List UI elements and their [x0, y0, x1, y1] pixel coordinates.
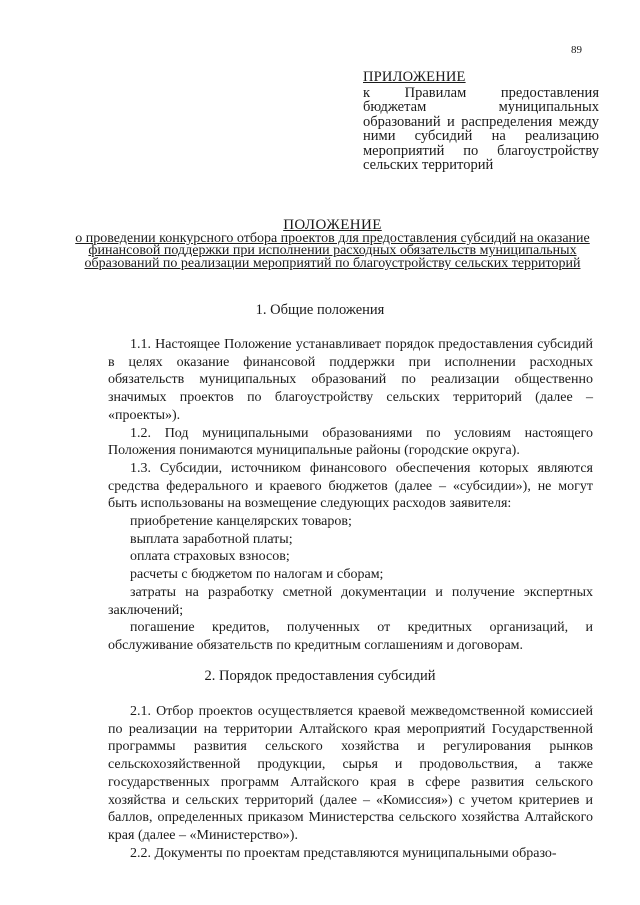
list-item: расчеты с бюджетом по налогам и сборам; — [130, 567, 384, 583]
list-item: затраты на разработку сметной документации и получение экспертных заключений; — [108, 584, 593, 618]
section-1-heading: 1. Общие положения — [255, 302, 385, 318]
section-2-body — [108, 703, 593, 862]
document-subtitle: о проведении конкурсного отбора проектов для предоставления субсидий на оказание финансовой поддержки при исполнении расходных обязательств муниципальных образований по реализации мероприятий по благоустройству сельских территорий — [75, 231, 590, 271]
page-number: 89 — [571, 44, 582, 56]
list-item: выплата заработной платы; — [130, 531, 293, 547]
document-heading: ПОЛОЖЕНИЕ — [283, 217, 382, 233]
appendix-text: к Правилам предоставления бюджетам муниципальных образований и распределения между ними субсидий на реализацию мероприятий по благоустройству сельских территорий — [363, 84, 599, 173]
section-1-body — [108, 336, 593, 655]
paragraph-2-2: 2.2. Документы по проектам представляются муниципальными образо- — [130, 845, 557, 861]
list-item: погашение кредитов, полученных от кредитных организаций, и обслуживание обязательств по кредитным соглашениям и договорам. — [108, 620, 593, 653]
appendix-block — [363, 70, 599, 173]
paragraph-1-1: 1.1. Настоящее Положение устанавливает порядок предоставления субсидий в целях оказание финансовой поддержки при исполнении расходных обязательств муниципальных образований по реализации общественно значимых проектов по благоустройству сельских территорий (далее – «проекты»). — [108, 337, 593, 423]
document-title — [60, 217, 605, 270]
list-item: оплата страховых взносов; — [130, 549, 290, 565]
paragraph-2-1: 2.1. Отбор проектов осуществляется краевой межведомственной комиссией по реализации на территории Алтайского края мероприятий Государственной программы развития сельского хозяйства и регулирования рынков сельскохозяйственной продукции, сырья и продовольствия, а также государственных программ Алтайского края в сфере развития сельского хозяйства и сельских территорий (далее – «Комиссия») с учетом критериев и баллов, определенных приказом Министерства сельского хозяйства Алтайского края (далее – «Министерство»). — [108, 704, 593, 843]
paragraph-1-2: 1.2. Под муниципальными образованиями по условиям настоящего Положения понимаются муниципальные районы (городские округа). — [108, 425, 593, 459]
section-2-heading: 2. Порядок предоставления субсидий — [204, 668, 436, 684]
appendix-title: ПРИЛОЖЕНИЕ — [363, 69, 466, 85]
paragraph-1-3: 1.3. Субсидии, источником финансового обеспечения которых являются средства федерального и краевого бюджетов (далее – «субсидии»), не могут быть использованы на возмещение следующих расходов заявителя: — [108, 460, 593, 512]
list-item: приобретение канцелярских товаров; — [130, 514, 352, 530]
